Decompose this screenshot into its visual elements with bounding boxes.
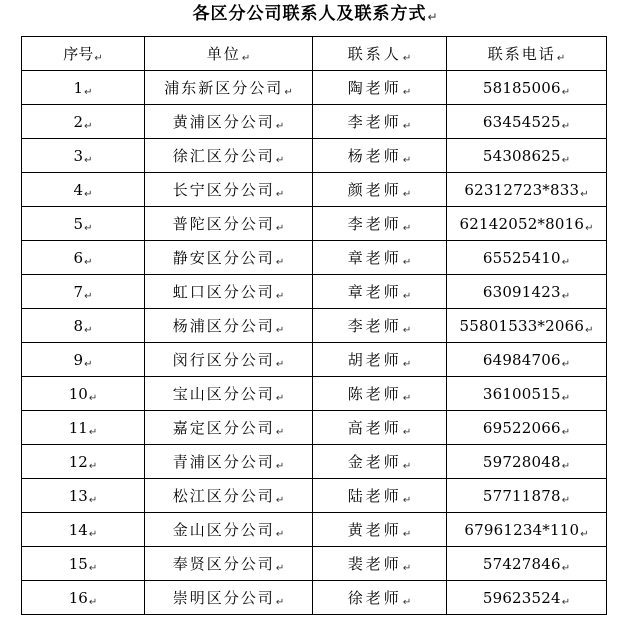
cell-unit-text: 金山区分公司 — [172, 521, 275, 539]
cell-contact — [313, 479, 447, 513]
cell-contact-text: 章老师 — [347, 283, 402, 301]
paragraph-mark-icon: ↵ — [561, 120, 571, 132]
paragraph-mark-icon: ↵ — [402, 393, 412, 404]
cell-contact-text: 黄老师 — [347, 521, 402, 539]
cell-unit-text: 松江区分公司 — [172, 487, 275, 505]
cell-contact — [313, 139, 447, 173]
cell-contact — [313, 547, 447, 581]
cell-seq-text: 2 — [73, 112, 84, 131]
paragraph-mark-icon: ↵ — [556, 53, 566, 64]
cell-seq — [22, 139, 145, 173]
cell-phone — [447, 309, 607, 343]
cell-contact-text: 颜老师 — [347, 181, 402, 199]
cell-seq-text: 12 — [68, 452, 88, 471]
paragraph-mark-icon: ↵ — [275, 291, 285, 302]
paragraph-mark-icon: ↵ — [84, 86, 93, 98]
cell-contact-text: 李老师 — [347, 215, 402, 233]
cell-seq — [22, 71, 145, 105]
paragraph-mark-icon: ↵ — [402, 359, 412, 370]
paragraph-mark-icon: ↵ — [402, 291, 412, 302]
cell-phone — [447, 71, 607, 105]
cell-phone — [447, 445, 607, 479]
paragraph-mark-icon: ↵ — [561, 256, 571, 268]
cell-phone — [447, 241, 607, 275]
paragraph-mark-icon: ↵ — [84, 290, 93, 302]
paragraph-mark-icon: ↵ — [84, 256, 93, 268]
paragraph-mark-icon: ↵ — [275, 189, 285, 200]
paragraph-mark-icon: ↵ — [402, 223, 412, 234]
cell-phone-text: 63454525 — [482, 112, 561, 131]
cell-contact-text: 章老师 — [347, 249, 402, 267]
cell-unit — [145, 309, 313, 343]
cell-seq — [22, 309, 145, 343]
table-row — [22, 71, 607, 105]
paragraph-mark-icon: ↵ — [561, 426, 571, 438]
paragraph-mark-icon: ↵ — [561, 460, 571, 472]
cell-phone-text: 67961234*110 — [464, 520, 580, 539]
cell-phone — [447, 105, 607, 139]
cell-seq-text: 13 — [68, 486, 88, 505]
cell-unit — [145, 105, 313, 139]
cell-contact — [313, 581, 447, 615]
cell-phone — [447, 343, 607, 377]
cell-seq-text: 16 — [68, 588, 88, 607]
cell-unit-text: 杨浦区分公司 — [172, 317, 275, 335]
cell-contact — [313, 71, 447, 105]
paragraph-mark-icon: ↵ — [402, 597, 412, 608]
cell-seq-text: 8 — [73, 316, 84, 335]
paragraph-mark-icon: ↵ — [561, 596, 571, 608]
paragraph-mark-icon: ↵ — [241, 53, 251, 64]
cell-unit — [145, 581, 313, 615]
paragraph-mark-icon: ↵ — [84, 222, 93, 234]
cell-unit — [145, 377, 313, 411]
paragraph-mark-icon: ↵ — [402, 87, 412, 98]
cell-unit — [145, 343, 313, 377]
cell-contact — [313, 173, 447, 207]
cell-seq-text: 5 — [73, 214, 84, 233]
table-row — [22, 445, 607, 479]
cell-unit — [145, 275, 313, 309]
paragraph-mark-icon: ↵ — [561, 562, 571, 574]
cell-phone-text: 57711878 — [482, 486, 561, 505]
paragraph-mark-icon: ↵ — [275, 257, 285, 268]
cell-phone-text: 65525410 — [482, 248, 561, 267]
cell-phone-text: 58185006 — [482, 78, 561, 97]
contacts-table — [21, 36, 607, 615]
header-seq — [22, 37, 145, 71]
paragraph-mark-icon: ↵ — [561, 392, 571, 404]
cell-unit-text: 长宁区分公司 — [172, 181, 275, 199]
document-title-text: 各区分公司联系人及联系方式 — [192, 4, 427, 24]
paragraph-mark-icon: ↵ — [88, 596, 98, 608]
paragraph-mark-icon: ↵ — [402, 563, 412, 574]
cell-phone-text: 62312723*833 — [464, 180, 580, 199]
paragraph-mark-icon: ↵ — [275, 529, 285, 540]
cell-seq-text: 14 — [68, 520, 88, 539]
paragraph-mark-icon: ↵ — [84, 324, 93, 336]
cell-seq — [22, 105, 145, 139]
paragraph-mark-icon: ↵ — [275, 121, 285, 132]
paragraph-mark-icon: ↵ — [402, 189, 412, 200]
paragraph-mark-icon: ↵ — [88, 460, 98, 472]
cell-phone — [447, 479, 607, 513]
paragraph-mark-icon: ↵ — [275, 325, 285, 336]
cell-phone — [447, 547, 607, 581]
cell-contact-text: 金老师 — [347, 453, 402, 471]
paragraph-mark-icon: ↵ — [284, 87, 293, 98]
cell-unit — [145, 411, 313, 445]
paragraph-mark-icon: ↵ — [88, 562, 98, 574]
cell-unit-text: 奉贤区分公司 — [172, 555, 275, 573]
cell-phone-text: 36100515 — [482, 384, 561, 403]
header-phone-text: 联系电话 — [487, 45, 556, 63]
paragraph-mark-icon: ↵ — [402, 121, 412, 132]
paragraph-mark-icon: ↵ — [402, 461, 412, 472]
table-row — [22, 377, 607, 411]
header-unit — [145, 37, 313, 71]
header-seq-text: 序号 — [63, 45, 94, 63]
cell-seq-text: 15 — [68, 554, 88, 573]
paragraph-mark-icon: ↵ — [402, 427, 412, 438]
paragraph-mark-icon: ↵ — [561, 290, 571, 302]
paragraph-mark-icon: ↵ — [402, 53, 412, 64]
cell-unit — [145, 71, 313, 105]
cell-contact-text: 李老师 — [347, 113, 402, 131]
table-row — [22, 581, 607, 615]
cell-contact-text: 胡老师 — [347, 351, 402, 369]
cell-seq-text: 4 — [73, 180, 84, 199]
cell-unit — [145, 445, 313, 479]
paragraph-mark-icon: ↵ — [402, 257, 412, 268]
cell-seq — [22, 207, 145, 241]
paragraph-mark-icon: ↵ — [561, 494, 571, 506]
paragraph-mark-icon: ↵ — [561, 358, 571, 370]
cell-phone — [447, 377, 607, 411]
cell-phone-text: 57427846 — [482, 554, 561, 573]
cell-unit — [145, 207, 313, 241]
table-row — [22, 173, 607, 207]
cell-unit-text: 黄浦区分公司 — [172, 113, 275, 131]
paragraph-mark-icon: ↵ — [561, 154, 571, 166]
cell-contact — [313, 445, 447, 479]
table-row — [22, 207, 607, 241]
cell-phone — [447, 275, 607, 309]
paragraph-mark-icon: ↵ — [94, 53, 103, 64]
paragraph-mark-icon: ↵ — [84, 188, 93, 200]
paragraph-mark-icon: ↵ — [275, 461, 285, 472]
paragraph-mark-icon: ↵ — [275, 597, 285, 608]
cell-unit-text: 宝山区分公司 — [172, 385, 275, 403]
cell-contact — [313, 207, 447, 241]
cell-seq — [22, 343, 145, 377]
cell-unit-text: 嘉定区分公司 — [172, 419, 275, 437]
cell-contact — [313, 377, 447, 411]
cell-phone — [447, 411, 607, 445]
paragraph-mark-icon: ↵ — [88, 392, 98, 404]
paragraph-mark-icon: ↵ — [580, 528, 589, 540]
cell-unit-text: 徐汇区分公司 — [172, 147, 275, 165]
cell-unit-text: 青浦区分公司 — [172, 453, 275, 471]
cell-contact-text: 陶老师 — [347, 79, 402, 97]
cell-seq-text: 10 — [68, 384, 88, 403]
cell-unit — [145, 547, 313, 581]
cell-contact — [313, 411, 447, 445]
cell-seq — [22, 411, 145, 445]
paragraph-mark-icon: ↵ — [84, 358, 93, 370]
paragraph-mark-icon: ↵ — [275, 393, 285, 404]
paragraph-mark-icon: ↵ — [88, 528, 98, 540]
cell-phone-text: 69522066 — [482, 418, 561, 437]
paragraph-mark-icon: ↵ — [275, 427, 285, 438]
paragraph-mark-icon: ↵ — [402, 325, 412, 336]
cell-contact-text: 李老师 — [347, 317, 402, 335]
table-row — [22, 275, 607, 309]
paragraph-mark-icon: ↵ — [402, 529, 412, 540]
table-row — [22, 241, 607, 275]
paragraph-mark-icon: ↵ — [84, 120, 93, 132]
table-header — [22, 37, 607, 71]
paragraph-mark-icon: ↵ — [585, 324, 594, 336]
table-row — [22, 547, 607, 581]
cell-unit-text: 浦东新区分公司 — [164, 79, 284, 97]
table-row — [22, 105, 607, 139]
paragraph-mark-icon: ↵ — [402, 155, 412, 166]
cell-seq-text: 1 — [73, 78, 84, 97]
cell-contact — [313, 275, 447, 309]
cell-unit — [145, 241, 313, 275]
table-row — [22, 309, 607, 343]
cell-unit — [145, 173, 313, 207]
cell-seq — [22, 581, 145, 615]
cell-seq-text: 9 — [73, 350, 84, 369]
table-row — [22, 513, 607, 547]
cell-contact — [313, 105, 447, 139]
cell-unit-text: 静安区分公司 — [172, 249, 275, 267]
cell-phone-text: 55801533*2066 — [459, 316, 585, 335]
cell-phone-text: 59623524 — [482, 588, 561, 607]
cell-contact — [313, 343, 447, 377]
cell-phone-text: 62142052*8016 — [459, 214, 585, 233]
cell-seq — [22, 173, 145, 207]
cell-phone-text: 54308625 — [482, 146, 561, 165]
header-phone — [447, 37, 607, 71]
cell-contact — [313, 241, 447, 275]
paragraph-mark-icon: ↵ — [275, 223, 285, 234]
cell-seq — [22, 513, 145, 547]
cell-contact — [313, 309, 447, 343]
cell-phone — [447, 207, 607, 241]
cell-phone-text: 59728048 — [482, 452, 561, 471]
cell-contact-text: 陈老师 — [347, 385, 402, 403]
paragraph-mark-icon: ↵ — [275, 563, 285, 574]
cell-phone-text: 64984706 — [482, 350, 561, 369]
cell-seq — [22, 547, 145, 581]
table-row — [22, 139, 607, 173]
header-contact — [313, 37, 447, 71]
paragraph-mark-icon: ↵ — [275, 495, 285, 506]
header-row — [22, 37, 607, 71]
cell-unit — [145, 513, 313, 547]
cell-phone-text: 63091423 — [482, 282, 561, 301]
cell-phone — [447, 173, 607, 207]
document-title — [0, 4, 630, 25]
paragraph-mark-icon: ↵ — [585, 222, 594, 234]
paragraph-mark-icon: ↵ — [275, 155, 285, 166]
cell-phone — [447, 139, 607, 173]
cell-seq-text: 3 — [73, 146, 84, 165]
paragraph-mark-icon: ↵ — [427, 10, 438, 24]
cell-unit — [145, 479, 313, 513]
cell-seq — [22, 445, 145, 479]
cell-phone — [447, 581, 607, 615]
cell-seq-text: 6 — [73, 248, 84, 267]
paragraph-mark-icon: ↵ — [580, 188, 589, 200]
paragraph-mark-icon: ↵ — [275, 359, 285, 370]
cell-phone — [447, 513, 607, 547]
paragraph-mark-icon: ↵ — [402, 495, 412, 506]
cell-contact-text: 高老师 — [347, 419, 402, 437]
cell-seq — [22, 275, 145, 309]
cell-unit-text: 普陀区分公司 — [172, 215, 275, 233]
cell-unit-text: 虹口区分公司 — [172, 283, 275, 301]
table-row — [22, 343, 607, 377]
cell-contact — [313, 513, 447, 547]
cell-contact-text: 裴老师 — [347, 555, 402, 573]
header-contact-text: 联系人 — [347, 45, 402, 63]
header-unit-text: 单位 — [206, 45, 241, 63]
cell-seq — [22, 479, 145, 513]
table-row — [22, 411, 607, 445]
cell-unit — [145, 139, 313, 173]
cell-unit-text: 崇明区分公司 — [172, 589, 275, 607]
cell-seq — [22, 241, 145, 275]
paragraph-mark-icon: ↵ — [88, 494, 98, 506]
cell-contact-text: 徐老师 — [347, 589, 402, 607]
paragraph-mark-icon: ↵ — [88, 426, 98, 438]
cell-contact-text: 杨老师 — [347, 147, 402, 165]
cell-seq — [22, 377, 145, 411]
table-body — [22, 71, 607, 615]
paragraph-mark-icon: ↵ — [84, 154, 93, 166]
cell-seq-text: 7 — [73, 282, 84, 301]
paragraph-mark-icon: ↵ — [561, 86, 571, 98]
cell-contact-text: 陆老师 — [347, 487, 402, 505]
cell-seq-text: 11 — [68, 418, 88, 437]
cell-unit-text: 闵行区分公司 — [172, 351, 275, 369]
table-row — [22, 479, 607, 513]
